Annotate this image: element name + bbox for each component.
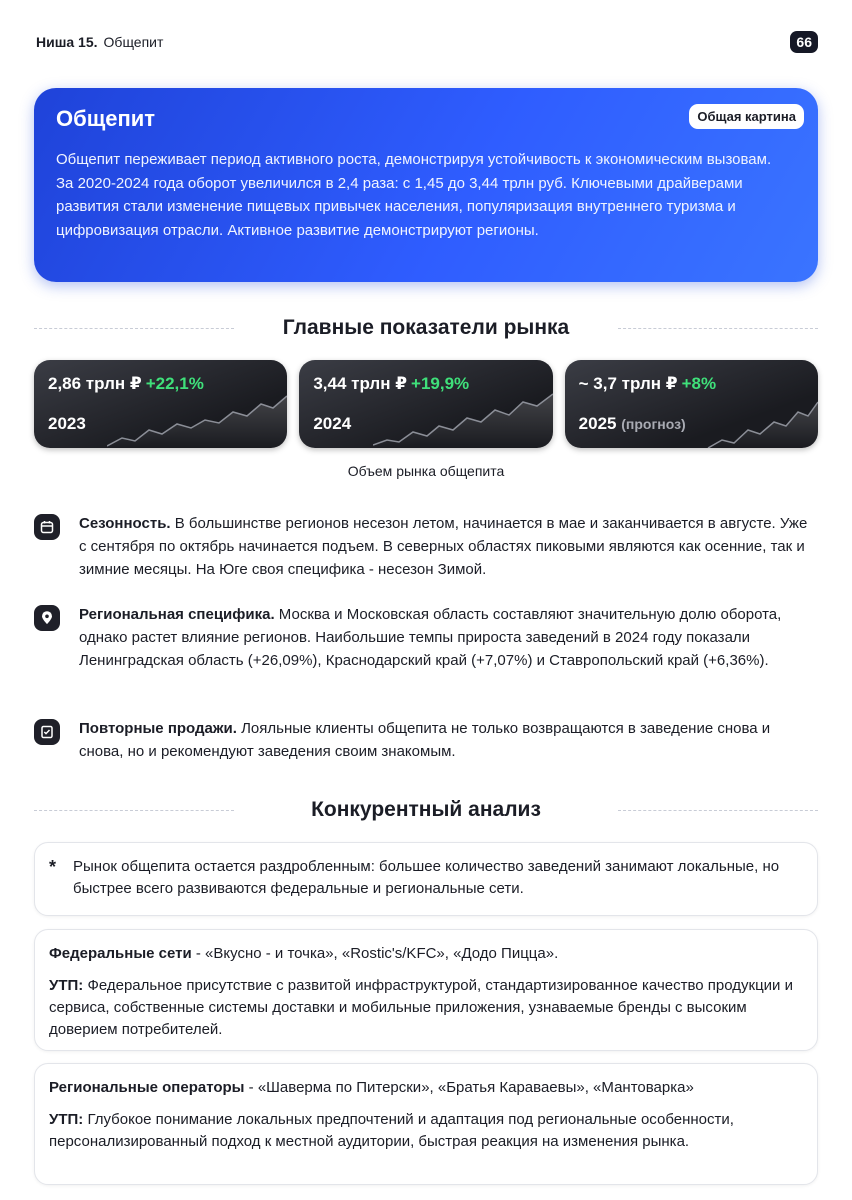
overview-card [34,88,818,282]
point-text: Сезонность. В большинстве регионов несезон летом, начинается в мае и заканчивается в августе. Уже с сентября по октябрь начинается подъем. В северных областях пиковыми являются как осенние, так и зимние месяцы. На Юге своя специфика - несезон Зимой. [79,515,808,578]
stat-growth: +8% [681,374,717,393]
stat-year: 2025 (прогноз) [578,414,686,433]
location-pin-icon [34,605,60,631]
market-caption: Объем рынка общепита [347,463,505,479]
federal-utp: УТП: Федеральное присутствие с развитой инфраструктурой, стандартизированное качество продукции и сервиса, собственные системы доставки и мобильные приложения, узнаваемые бренды с высоким доверием потребителей. [49,977,793,1038]
point-text: Повторные продажи. Лояльные клиенты общепита не только возвращаются в заведение снова и снова, но и рекомендуют заведения своим знакомым. [79,720,771,760]
stat-value: ~ 3,7 трлн ₽ +8% [578,374,717,393]
point-regional [34,603,818,672]
trend-line-graphic [107,390,287,448]
page-header [36,34,163,50]
competition-section-title: Конкурентный анализ [34,798,818,822]
calendar-icon [34,514,60,540]
trend-line-graphic [638,390,818,448]
federal-chains-card [34,929,818,1051]
stat-year: 2023 [48,414,86,433]
stat-card-2024 [299,360,552,448]
competition-note-text: Рынок общепита остается раздробленным: большее количество заведений занимают локальные, но быстрее всего развиваются федеральные и региональные сети. [73,858,780,897]
asterisk-icon: * [49,857,57,877]
niche-number: Ниша 15. [36,34,98,50]
stat-year: 2024 [313,414,352,433]
stat-growth: +19,9% [411,374,470,393]
competition-note-card [34,842,818,916]
overview-title: Общепит [56,106,156,131]
stat-growth: +22,1% [145,374,204,393]
market-section-title: Главные показатели рынка [34,316,818,340]
niche-name: Общепит [103,34,164,50]
stat-value: 2,86 трлн ₽ +22,1% [48,374,204,393]
stat-card-2023 [34,360,287,448]
point-text: Региональная специфика. Москва и Московская область составляют значительную долю оборота, однако растет влияние регионов. Наибольшие темпы прироста заведений в 2024 году показали Ленинградская область (+26,09%), Краснодарский край (+7,07%) и Ставропольский край (+6,36%). [79,606,782,669]
forecast-note: (прогноз) [621,416,686,432]
trend-line-graphic [373,390,553,448]
regional-utp: УТП: Глубокое понимание локальных предпочтений и адаптация под региональные особенности, персонализированный подход к местной аудитории, быстрая реакция на изменения рынка. [49,1111,734,1150]
page-number: 66 [790,31,818,53]
checklist-icon [34,719,60,745]
regional-operators-line: Региональные операторы - «Шаверма по Питерски», «Братья Караваевы», «Мантоварка» [49,1079,694,1096]
overview-text: Общепит переживает период активного роста, демонстрируя устойчивость к экономическим вызовам. За 2020-2024 года оборот увеличился в 2,4 раза: с 1,45 до 3,44 трлн руб. Ключевыми драйверами развития стали изменение пищевых привычек населения, популяризация внутреннего туризма и цифровизация отрасли. Активное развитие демонстрируют регионы. [56,151,772,239]
federal-chains-line: Федеральные сети - «Вкусно - и точка», «Rostic's/KFC», «Додо Пицца». [49,945,559,962]
stat-value: 3,44 трлн ₽ +19,9% [313,374,470,393]
market-stats [34,360,818,448]
point-repeat-sales [34,717,818,763]
point-seasonality [34,512,818,581]
stat-card-2025 [565,360,818,448]
regional-operators-card [34,1063,818,1185]
overview-badge: Общая картина [689,104,804,129]
